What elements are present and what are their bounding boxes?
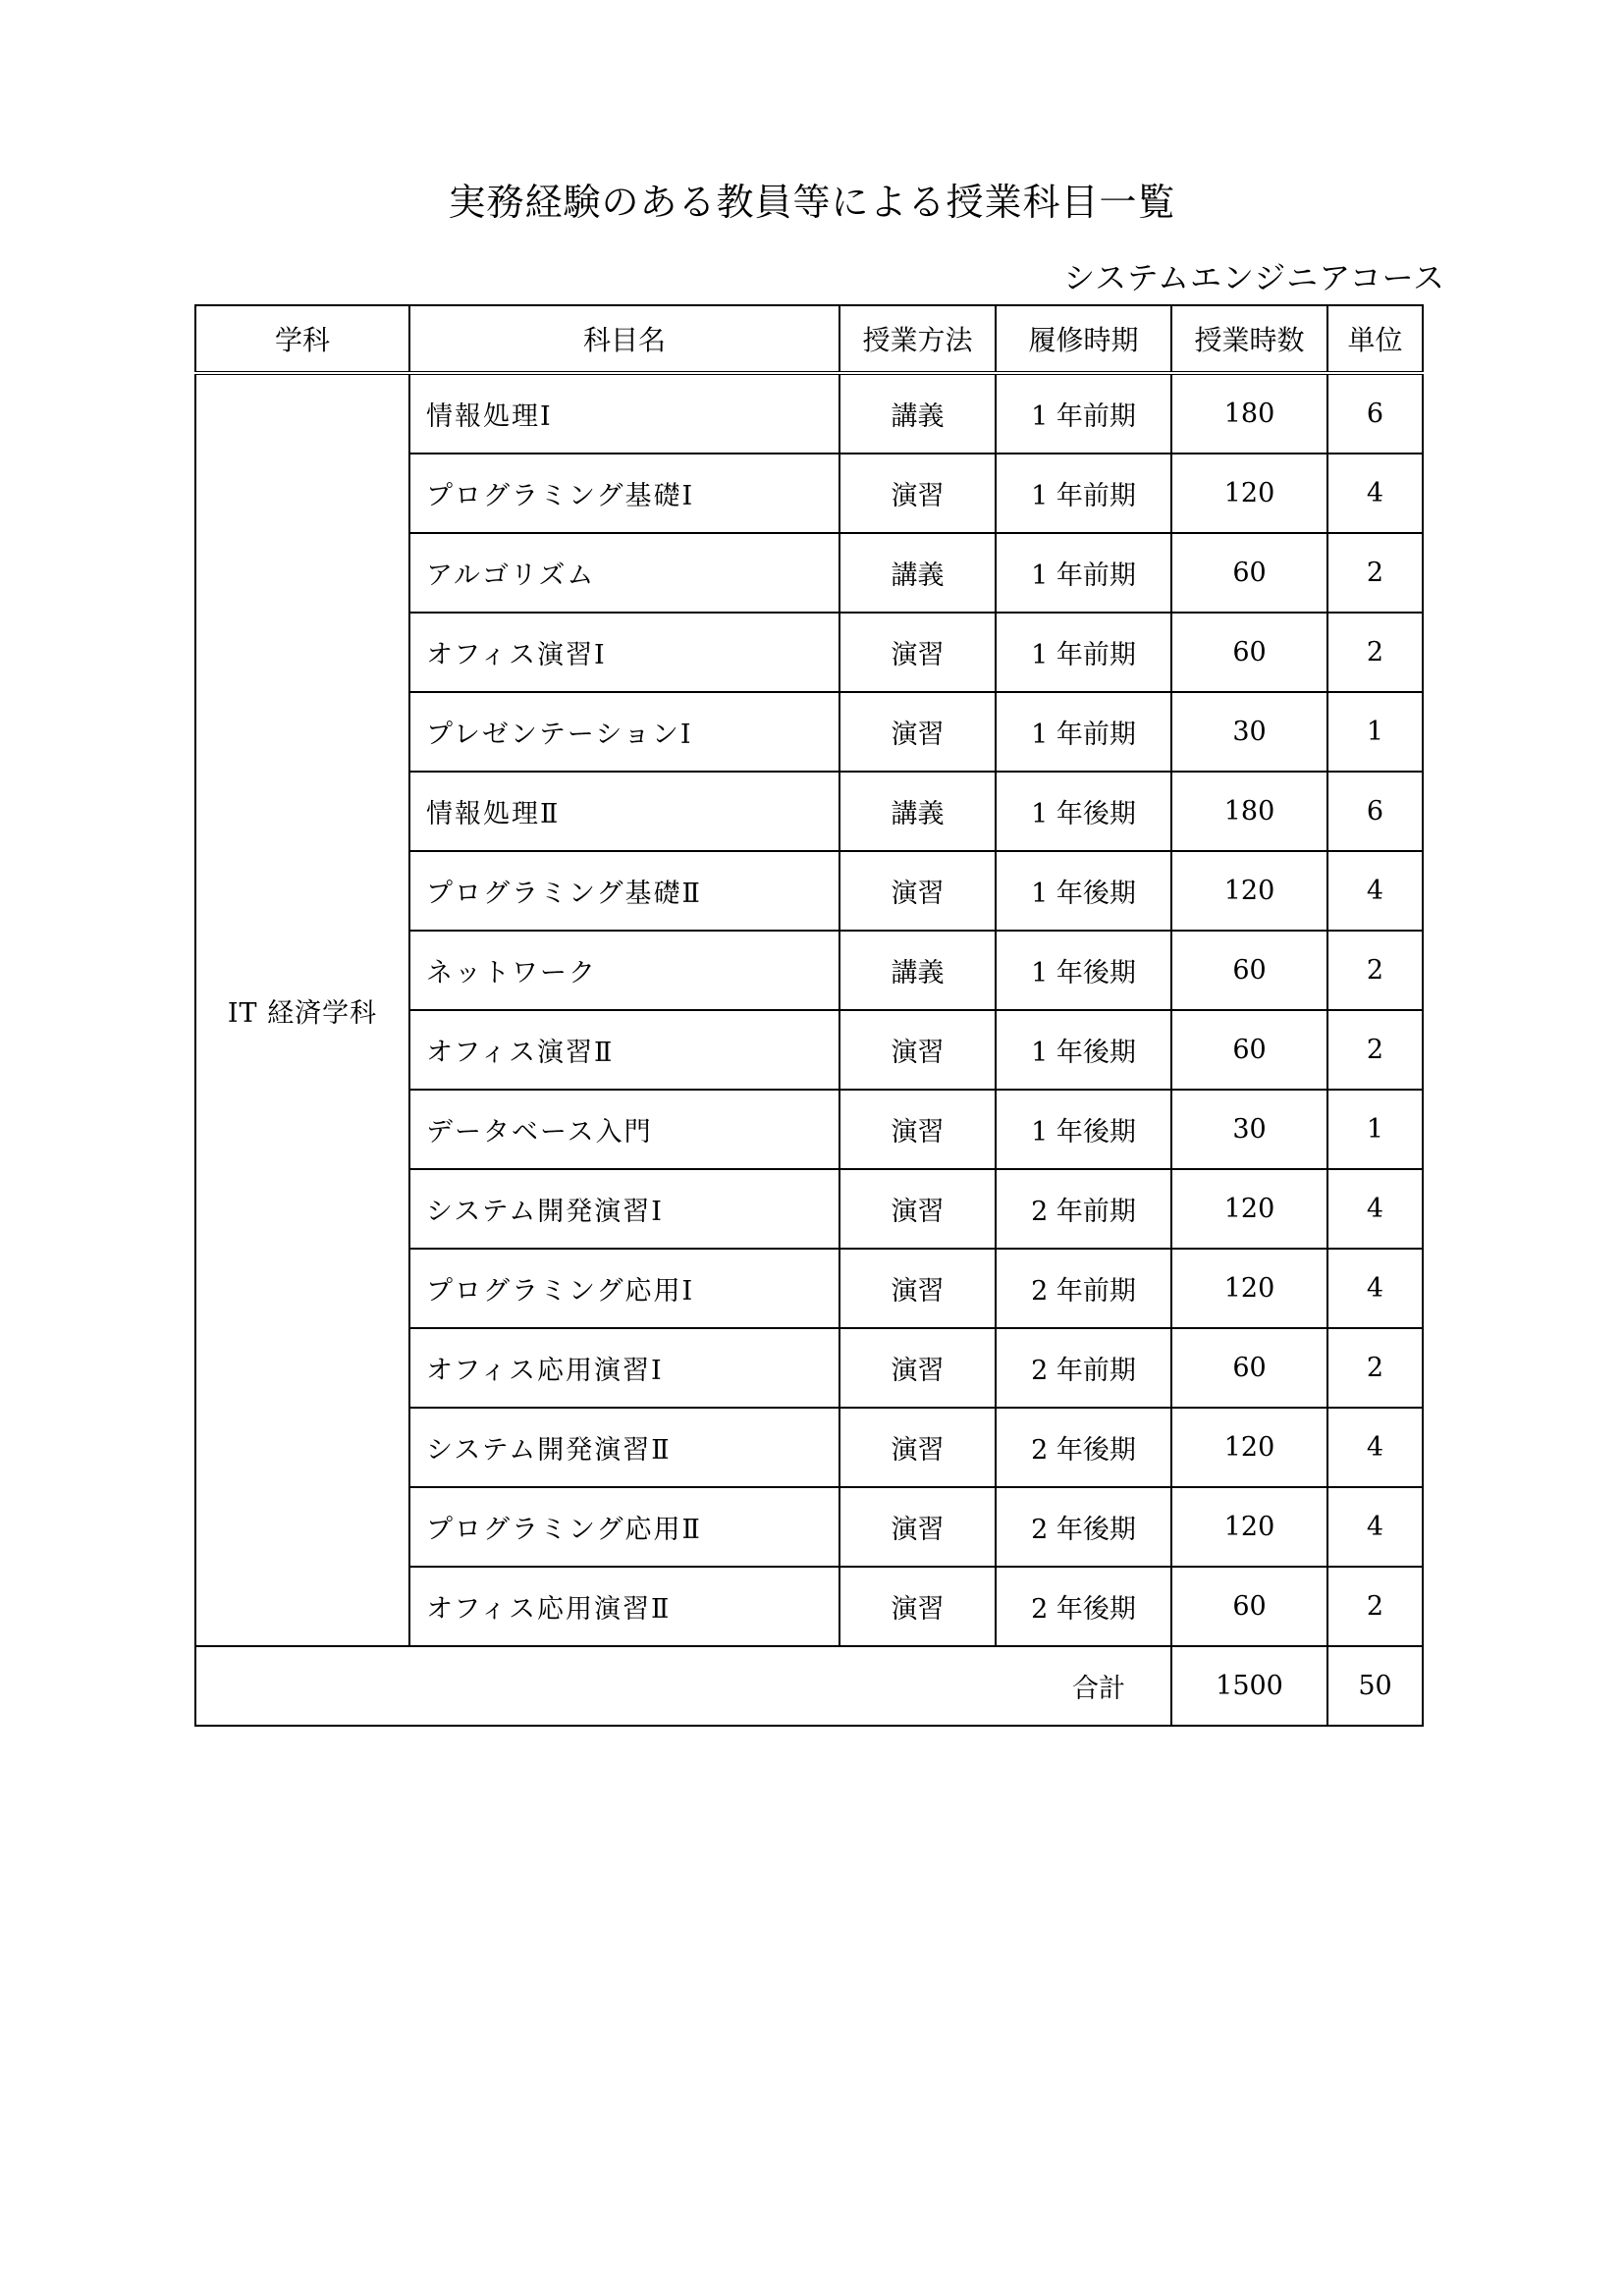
subject-name: システム開発演習Ⅱ	[409, 1408, 839, 1487]
subject-term: 1 年前期	[996, 454, 1171, 533]
subject-method: 演習	[839, 1487, 996, 1567]
department-cell: IT 経済学科	[195, 373, 409, 1646]
table-header-row	[195, 305, 1423, 373]
subject-name: オフィス応用演習Ⅰ	[409, 1328, 839, 1408]
subject-term: 1 年後期	[996, 1010, 1171, 1090]
subject-term: 1 年前期	[996, 613, 1171, 692]
subject-hours: 120	[1171, 851, 1327, 931]
subject-method: 演習	[839, 1169, 996, 1249]
subject-units: 4	[1327, 851, 1423, 931]
course-name: システムエンジニアコース	[1063, 259, 1445, 296]
subject-units: 2	[1327, 1328, 1423, 1408]
subject-name: プログラミング基礎Ⅱ	[409, 851, 839, 931]
subject-hours: 30	[1171, 692, 1327, 772]
subject-name: ネットワーク	[409, 931, 839, 1010]
subject-hours: 60	[1171, 1567, 1327, 1646]
subject-method: 講義	[839, 772, 996, 851]
total-units: 50	[1327, 1646, 1423, 1726]
subject-hours: 120	[1171, 1169, 1327, 1249]
subject-hours: 180	[1171, 772, 1327, 851]
subject-method: 演習	[839, 692, 996, 772]
subject-term: 1 年後期	[996, 772, 1171, 851]
subject-method: 演習	[839, 613, 996, 692]
subject-term: 2 年前期	[996, 1169, 1171, 1249]
subject-table	[194, 304, 1424, 1727]
subject-hours: 60	[1171, 1328, 1327, 1408]
subject-term: 1 年前期	[996, 692, 1171, 772]
subject-method: 講義	[839, 931, 996, 1010]
subject-term: 2 年後期	[996, 1567, 1171, 1646]
subject-term: 1 年後期	[996, 931, 1171, 1010]
total-hours: 1500	[1171, 1646, 1327, 1726]
subject-method: 演習	[839, 1010, 996, 1090]
subject-name: プレゼンテーションⅠ	[409, 692, 839, 772]
header-hours: 授業時数	[1171, 305, 1327, 373]
subject-name: オフィス演習Ⅰ	[409, 613, 839, 692]
subject-name: オフィス演習Ⅱ	[409, 1010, 839, 1090]
document-title: 実務経験のある教員等による授業科目一覧	[448, 181, 1176, 224]
subject-term: 2 年後期	[996, 1408, 1171, 1487]
subject-name: オフィス応用演習Ⅱ	[409, 1567, 839, 1646]
subject-hours: 120	[1171, 1408, 1327, 1487]
subject-method: 演習	[839, 1090, 996, 1169]
subject-name: 情報処理Ⅱ	[409, 772, 839, 851]
subject-name: プログラミング応用Ⅰ	[409, 1249, 839, 1328]
subject-hours: 30	[1171, 1090, 1327, 1169]
subject-units: 1	[1327, 692, 1423, 772]
subject-units: 4	[1327, 1487, 1423, 1567]
header-subject: 科目名	[409, 305, 839, 373]
subject-method: 演習	[839, 1567, 996, 1646]
table-body	[195, 373, 1423, 1646]
subject-hours: 60	[1171, 1010, 1327, 1090]
subject-term: 2 年前期	[996, 1328, 1171, 1408]
subject-method: 演習	[839, 1328, 996, 1408]
subject-hours: 120	[1171, 454, 1327, 533]
subject-units: 2	[1327, 931, 1423, 1010]
subject-units: 2	[1327, 1010, 1423, 1090]
subject-units: 4	[1327, 454, 1423, 533]
subject-method: 講義	[839, 533, 996, 613]
subject-term: 1 年前期	[996, 373, 1171, 454]
subject-hours: 120	[1171, 1487, 1327, 1567]
subject-name: プログラミング応用Ⅱ	[409, 1487, 839, 1567]
subject-name: システム開発演習Ⅰ	[409, 1169, 839, 1249]
subject-method: 演習	[839, 851, 996, 931]
subject-units: 6	[1327, 373, 1423, 454]
subject-hours: 60	[1171, 931, 1327, 1010]
subject-units: 4	[1327, 1249, 1423, 1328]
subject-hours: 120	[1171, 1249, 1327, 1328]
subject-term: 1 年後期	[996, 1090, 1171, 1169]
subject-method: 演習	[839, 1249, 996, 1328]
subject-units: 2	[1327, 613, 1423, 692]
total-label: 合計	[195, 1646, 1171, 1726]
subject-hours: 60	[1171, 613, 1327, 692]
subject-method: 演習	[839, 454, 996, 533]
subject-hours: 180	[1171, 373, 1327, 454]
subject-term: 2 年前期	[996, 1249, 1171, 1328]
header-method: 授業方法	[839, 305, 996, 373]
subject-units: 2	[1327, 1567, 1423, 1646]
subject-method: 講義	[839, 373, 996, 454]
subject-units: 4	[1327, 1408, 1423, 1487]
subject-units: 1	[1327, 1090, 1423, 1169]
header-units: 単位	[1327, 305, 1423, 373]
header-department: 学科	[195, 305, 409, 373]
subject-units: 6	[1327, 772, 1423, 851]
subject-term: 1 年後期	[996, 851, 1171, 931]
subject-units: 2	[1327, 533, 1423, 613]
subject-name: プログラミング基礎Ⅰ	[409, 454, 839, 533]
subject-name: アルゴリズム	[409, 533, 839, 613]
subject-term: 1 年前期	[996, 533, 1171, 613]
header-term: 履修時期	[996, 305, 1171, 373]
subject-units: 4	[1327, 1169, 1423, 1249]
subject-name: データベース入門	[409, 1090, 839, 1169]
subject-name: 情報処理Ⅰ	[409, 373, 839, 454]
total-row	[195, 1646, 1423, 1726]
subject-method: 演習	[839, 1408, 996, 1487]
table-row	[195, 373, 1423, 454]
subject-hours: 60	[1171, 533, 1327, 613]
subject-term: 2 年後期	[996, 1487, 1171, 1567]
